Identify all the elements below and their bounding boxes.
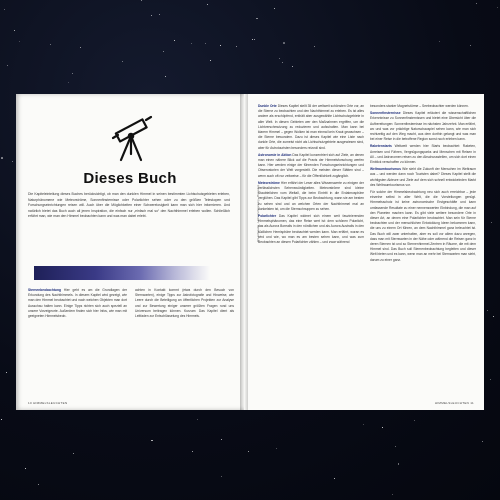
star-dot bbox=[221, 439, 222, 440]
star-dot bbox=[414, 420, 415, 421]
star-dot bbox=[220, 45, 221, 46]
star-dot bbox=[50, 44, 51, 45]
star-dot bbox=[207, 4, 208, 5]
intro-paragraph bbox=[28, 192, 230, 220]
star-dot bbox=[254, 39, 255, 40]
lead-polarlichter: Polarlichter bbox=[258, 214, 277, 219]
star-dot bbox=[174, 40, 175, 41]
star-dot bbox=[1, 419, 2, 420]
star-dot bbox=[392, 494, 393, 495]
column-text: Wie sieht die Zukunft der Menschen im Weltraum aus – und werden dann noch Touristen dabei? Dieses Kapitel stellt die wichtigsten Akteure und Ziele auf dem sich schnell entwickelnden Markt des Weltraumtourismus vor. bbox=[370, 167, 476, 187]
star-dot bbox=[334, 478, 335, 479]
column-text: Das Kapitel widmet sich einem weit faszinierenden Himmelsphänomen, das eine Reise wert ist: dem schönen Polarlicht, das als Aurora Borealis in den nördlichen und als Aurora Australis in den südlichen Hemisphäre beobachtet werden kann. Man erfährt, woran es wird und wie, wo man es am besten sehen kann, und was zum Beobachten an diesen Polarlichter zählen – und zwar während bbox=[258, 214, 364, 245]
star-dot bbox=[283, 42, 285, 44]
star-dot bbox=[276, 448, 277, 449]
star-dot bbox=[439, 41, 440, 42]
lead-raketenstarts: Raketenstarts bbox=[370, 144, 392, 149]
star-dot bbox=[38, 484, 39, 485]
lead-dunkle-orte: Dunkle Orte bbox=[258, 104, 277, 108]
star-dot bbox=[68, 82, 69, 83]
star-dot bbox=[205, 43, 206, 44]
star-dot bbox=[398, 463, 400, 465]
star-dot bbox=[252, 39, 253, 40]
star-dot bbox=[256, 18, 258, 20]
star-dot bbox=[221, 476, 222, 477]
lead-weltraumtourismus: Weltraumtourismus bbox=[370, 167, 401, 172]
column-text: Für solche der Himmelsbeobachtung neu sich auch erreichbar – jede einzelne selbst in aller Welt, die die Vorstellungen genügt. Himmelsschutz ist keine astronomische Erstgeschäfte und kann umfassende Resultate zu einer nennenswerten Einbindung, die man auf den Planeten machen kann. Es gibt viele weitere besondere Orte in dieser Art, an denen eine Polarlichter beobachtet. Man sein für Sterne beobachten und der menschlichen Entwicklung Ideen bekommen kann, die uns zu einem Ort führen, an dem Nachthimmel ganz beleuchtet ist. Das Buch will zwar unterhalten, aber es soll vor allem dazu anregen, dass man mit Sternwarten in der Nähe oder während die Reisen ganz in deren Sternen ist und so Sternenhimmel-Zentren in Räume, die mit dem Himmel sind. Das Buch soll Sternenbeobachtung begleiten und dieser Welt bieten und es kann, wenn man an mehr bei Sternwarten man sieht, darum zu einer ganz. bbox=[370, 190, 476, 262]
telescope-icon bbox=[108, 114, 154, 164]
star-dot bbox=[7, 65, 8, 66]
star-dot bbox=[248, 451, 249, 452]
star-dot bbox=[12, 161, 13, 162]
star-dot bbox=[497, 7, 498, 8]
column-text: achten in Kontakt kommt (etwa durch den Besuch von Sternwarten), einige Tipps zur Astrofotografie und Hinweise, wie Leere durch die Beteiligung an öffentlichen Projekten zur Analyse und zur Bewertung einiger unserer größten Fragen rund uns Universum beitragen können. Kurzum: Das Kapitel dient als Leitfaden zur Entschlüsselung des Himmels. bbox=[135, 288, 234, 319]
left-column-1 bbox=[28, 288, 127, 319]
star-dot bbox=[491, 222, 492, 223]
star-dot bbox=[493, 316, 494, 317]
star-dot bbox=[292, 66, 293, 67]
star-dot bbox=[314, 46, 315, 47]
star-dot bbox=[25, 468, 26, 469]
star-dot bbox=[1, 157, 3, 159]
lead-sternenbeobachtung: Sternenbeobachtung bbox=[28, 288, 61, 292]
book-gutter bbox=[240, 94, 248, 410]
star-dot bbox=[470, 45, 471, 46]
star-dot bbox=[141, 0, 142, 1]
star-dot bbox=[476, 3, 477, 4]
column-text: Dieses Kapitel stellt 35 der weltweit schönsten Orte vor, an die Sterne zu beobachten und den Nachthimmel zu erleben. Es ist alles andere als erschöpfend, enthält aber ausgewählte Lichtschutzgebiete in aller Welt. In diesen Gebieten wer den Maßnahmen ergriffen, um die Lichtverschmutzung zu reduzieren und aufzuhalten. Man kann bei klarem Himmel – gegen Wolken ist man einmal kein Kraut gewachsen – die Sterne bewundern. Dazu ist dieses Kapitel wie eine Liste nach dunkle Orte, die zumeist nicht als Lichtschutzgebiete ausgewiesen sind, aber für Astrotouristen besonders reizvoll sind. bbox=[258, 104, 365, 150]
star-dot bbox=[192, 451, 193, 452]
left-column-2 bbox=[135, 288, 234, 319]
column-text: Das Kapitel konzentriert sich auf Ziele, an denen man einen nähere Blick auf die Praxis der Himmelsforschung werfen kann. Hier werden einige der führenden Forschungseinrichtungen und Observatorien der Welt vorgestellt. Die meisten dieser Stätten sind – wenn auch oft nur zeitweise – für die Öffentlichkeit zugänglich. bbox=[258, 152, 364, 178]
star-dot bbox=[395, 446, 396, 447]
right-column-2 bbox=[370, 104, 476, 265]
star-dot bbox=[191, 43, 192, 44]
star-dot bbox=[482, 441, 483, 442]
star-dot bbox=[487, 310, 488, 311]
star-dot bbox=[165, 76, 166, 77]
lead-sonnenfinsternisse: Sonnenfinsternisse bbox=[370, 111, 401, 116]
star-dot bbox=[363, 424, 364, 425]
column-text: Weltweit werden hier Starts beobachtet: Raketen, Anreisen und Fähren, Vergnügungsparks und Menschen mit Reisen in All – und Astronomen reisen zu den Abschussstellen, um sich dort einen Einblick verschaffen zu können. bbox=[370, 144, 477, 165]
lead-astronomie: Astronomie in Aktion bbox=[258, 152, 292, 157]
star-dot bbox=[122, 61, 123, 62]
star-dot bbox=[6, 372, 7, 373]
column-text: Hier erfährt der Leser alles Wissenswerte zu einigen der verlässlichsten Sehenswürdigkeiten. Meteorströme sind kleine Staubteilchen vom Weltall, die beim Eintritt in die Erdatmosphäre verglühen. Das Kapitel gibt Tipps zur Beobachtung, wann sie am besten zu sehen sind und an welchen Orten der Nachthimmel mal an dunkelsten ist, um die Sternschnuppen zu sehen. bbox=[258, 180, 364, 211]
decorative-gradient-bar bbox=[34, 266, 210, 280]
star-dot bbox=[151, 440, 153, 442]
star-dot bbox=[210, 60, 211, 61]
column-text: Hier geht es um die Grundlagen der Erkundung des Nachthimmels. In diesem Kapitel wird gezeigt, wie man den Himmel beobachtet und nach welchen Objekten man dort Ausschau halten kann. Einige Tipps richten sich auch speziell an unsere Vorzeigeorte. Außerdem finden sich hier Infos, wie man mit geeigneten Himmelsbeob- bbox=[28, 288, 127, 319]
left-columns bbox=[28, 288, 234, 319]
right-columns bbox=[258, 104, 476, 265]
star-dot bbox=[19, 41, 20, 42]
star-dot bbox=[274, 8, 275, 9]
star-dot bbox=[236, 46, 237, 47]
star-dot bbox=[279, 58, 280, 59]
star-dot bbox=[197, 419, 198, 420]
star-dot bbox=[14, 30, 15, 31]
star-dot bbox=[73, 453, 74, 454]
star-dot bbox=[382, 427, 383, 428]
star-dot bbox=[490, 379, 491, 380]
column-text: besonders starker Magnetstürme – Seebeobachter werden können. bbox=[370, 104, 469, 108]
intro-text: Die Kapiteleinteilung dieses Buches berücksichtigt, ob man den dunklen Himmel in seinen bestimmten Lichtschutzgebieten erleben, Naturphänomene wie Meteorströme, Sonnenfinsternisse oder Polarlichter sehen oder zu den größten Teleskopen und Forschungseinrichtungen reisen will. Auch über die Möglichkeiten einer Schwerelosigkeit kann man sich hier informieren. Und natürlich bietet das Buch auch all jenen Inspiration, die einfach nur „einfach mal so“ den Nachthimmel erleben wollen. Schließlich erfährt man, wie man den Himmel beobachten kann und was man dabei erlebt. bbox=[28, 192, 230, 219]
star-dot bbox=[80, 47, 81, 48]
star-dot bbox=[159, 14, 160, 15]
folio-left: 10 HIMMELSLEUCHTEN bbox=[28, 401, 68, 405]
credit-text: ISS Lichtquelle · Lichtverschmutzung · Photoshop bbox=[257, 184, 261, 243]
star-dot bbox=[151, 15, 152, 16]
lead-meteorstroeme: Meteorströme bbox=[258, 180, 280, 185]
right-page bbox=[244, 94, 484, 410]
left-page bbox=[16, 94, 244, 410]
star-dot bbox=[163, 51, 164, 52]
column-text: Dieses Kapitel erläutert die wissenschaftlichen Erkenntnisse zu Sonnenfinsternissen und bietet eine Übersicht über die Aufbereitungen: Sonnenfinsternisse im nächsten Jahrzehnt. Man erfährt, wo und was vor prächtige Naturschauspiel sehen kann, wie man sich rechtzeitig auf den Weg macht, aus dem dorthin gelangt und was man bei einer Reise in die betroffene Region sonst noch erleben kann. bbox=[370, 111, 476, 142]
star-dot bbox=[282, 62, 283, 63]
right-column-1 bbox=[258, 104, 364, 265]
star-dot bbox=[72, 73, 73, 74]
folio-right: HIMMELSLEUCHTEN 11 bbox=[434, 401, 474, 405]
star-dot bbox=[4, 9, 5, 10]
page-title: Dieses Buch bbox=[83, 170, 177, 187]
